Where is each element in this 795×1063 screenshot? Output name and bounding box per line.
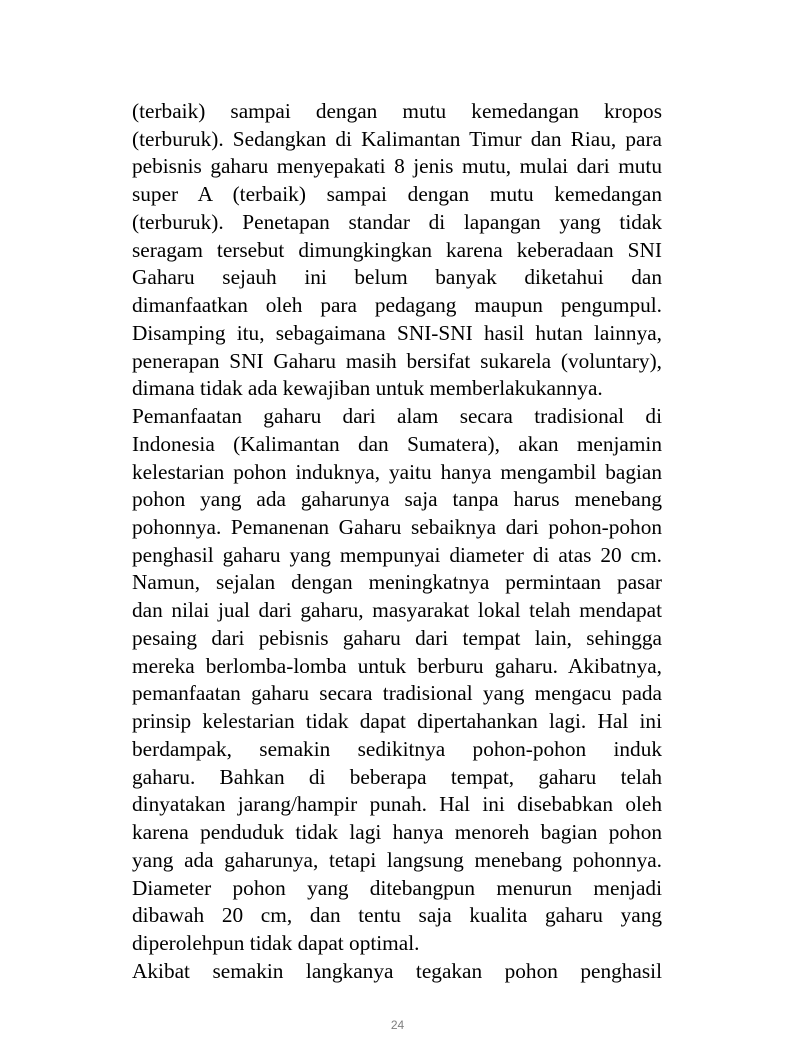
text-line: (terburuk). Sedangkan di Kalimantan Timur dan Riau, para — [132, 126, 662, 151]
paragraph-1 — [132, 98, 662, 403]
text-line: (terbaik) sampai dengan mutu kemedangan kropos — [132, 99, 662, 123]
text-line: pohon yang ada gaharunya saja tanpa harus menebang — [132, 487, 662, 512]
text-line: dimana tidak ada kewajiban untuk memberlakukannya. — [132, 376, 603, 401]
text-line: Gaharu sejauh ini belum banyak diketahui dan — [132, 265, 662, 290]
text-line: pebisnis gaharu menyepakati 8 jenis mutu, mulai dari mutu — [132, 154, 662, 179]
text-line: dinyatakan jarang/hampir punah. Hal ini disebabkan oleh — [132, 792, 662, 817]
text-line: seragam tersebut dimungkingkan karena keberadaan SNI — [132, 237, 662, 262]
text-line: yang ada gaharunya, tetapi langsung menebang pohonnya. — [132, 847, 662, 872]
text-line: Akibat semakin langkanya tegakan pohon penghasil — [132, 958, 662, 983]
text-line: prinsip kelestarian tidak dapat dipertahankan lagi. Hal ini — [132, 709, 662, 734]
text-line: dan nilai jual dari gaharu, masyarakat lokal telah mendapat — [132, 598, 662, 623]
text-line: karena penduduk tidak lagi hanya menoreh bagian pohon — [132, 820, 662, 845]
text-line: dimanfaatkan oleh para pedagang maupun pengumpul. — [132, 293, 662, 318]
paragraph-2 — [132, 403, 662, 958]
text-line: pemanfaatan gaharu secara tradisional yang mengacu pada — [132, 681, 662, 706]
text-line: penerapan SNI Gaharu masih bersifat sukarela (voluntary), — [132, 348, 662, 373]
text-line: kelestarian pohon induknya, yaitu hanya mengambil bagian — [132, 459, 662, 484]
text-line: (terburuk). Penetapan standar di lapangan yang tidak — [132, 209, 662, 234]
text-line: Indonesia (Kalimantan dan Sumatera), akan menjamin — [132, 431, 662, 456]
text-line: gaharu. Bahkan di beberapa tempat, gaharu telah — [132, 764, 662, 789]
paragraph-3 — [132, 958, 662, 986]
text-line: Diameter pohon yang ditebangpun menurun menjadi — [132, 875, 662, 900]
text-line: Namun, sejalan dengan meningkatnya permintaan pasar — [132, 570, 662, 595]
text-line: Pemanfaatan gaharu dari alam secara tradisional di — [132, 404, 662, 429]
text-line: penghasil gaharu yang mempunyai diameter di atas 20 cm. — [132, 542, 662, 567]
text-line: super A (terbaik) sampai dengan mutu kemedangan — [132, 182, 662, 207]
text-line: berdampak, semakin sedikitnya pohon-pohon induk — [132, 736, 662, 761]
text-line: dibawah 20 cm, dan tentu saja kualita gaharu yang — [132, 903, 662, 928]
text-line: mereka berlomba-lomba untuk berburu gaharu. Akibatnya, — [132, 653, 662, 678]
page-number: 24 — [390, 1018, 405, 1032]
text-line: diperolehpun tidak dapat optimal. — [132, 931, 420, 956]
text-line: pesaing dari pebisnis gaharu dari tempat lain, sehingga — [132, 625, 662, 650]
text-line: pohonnya. Pemanenan Gaharu sebaiknya dari pohon-pohon — [132, 515, 662, 540]
text-line: Disamping itu, sebagaimana SNI-SNI hasil hutan lainnya, — [132, 320, 662, 345]
body-text — [132, 98, 662, 986]
